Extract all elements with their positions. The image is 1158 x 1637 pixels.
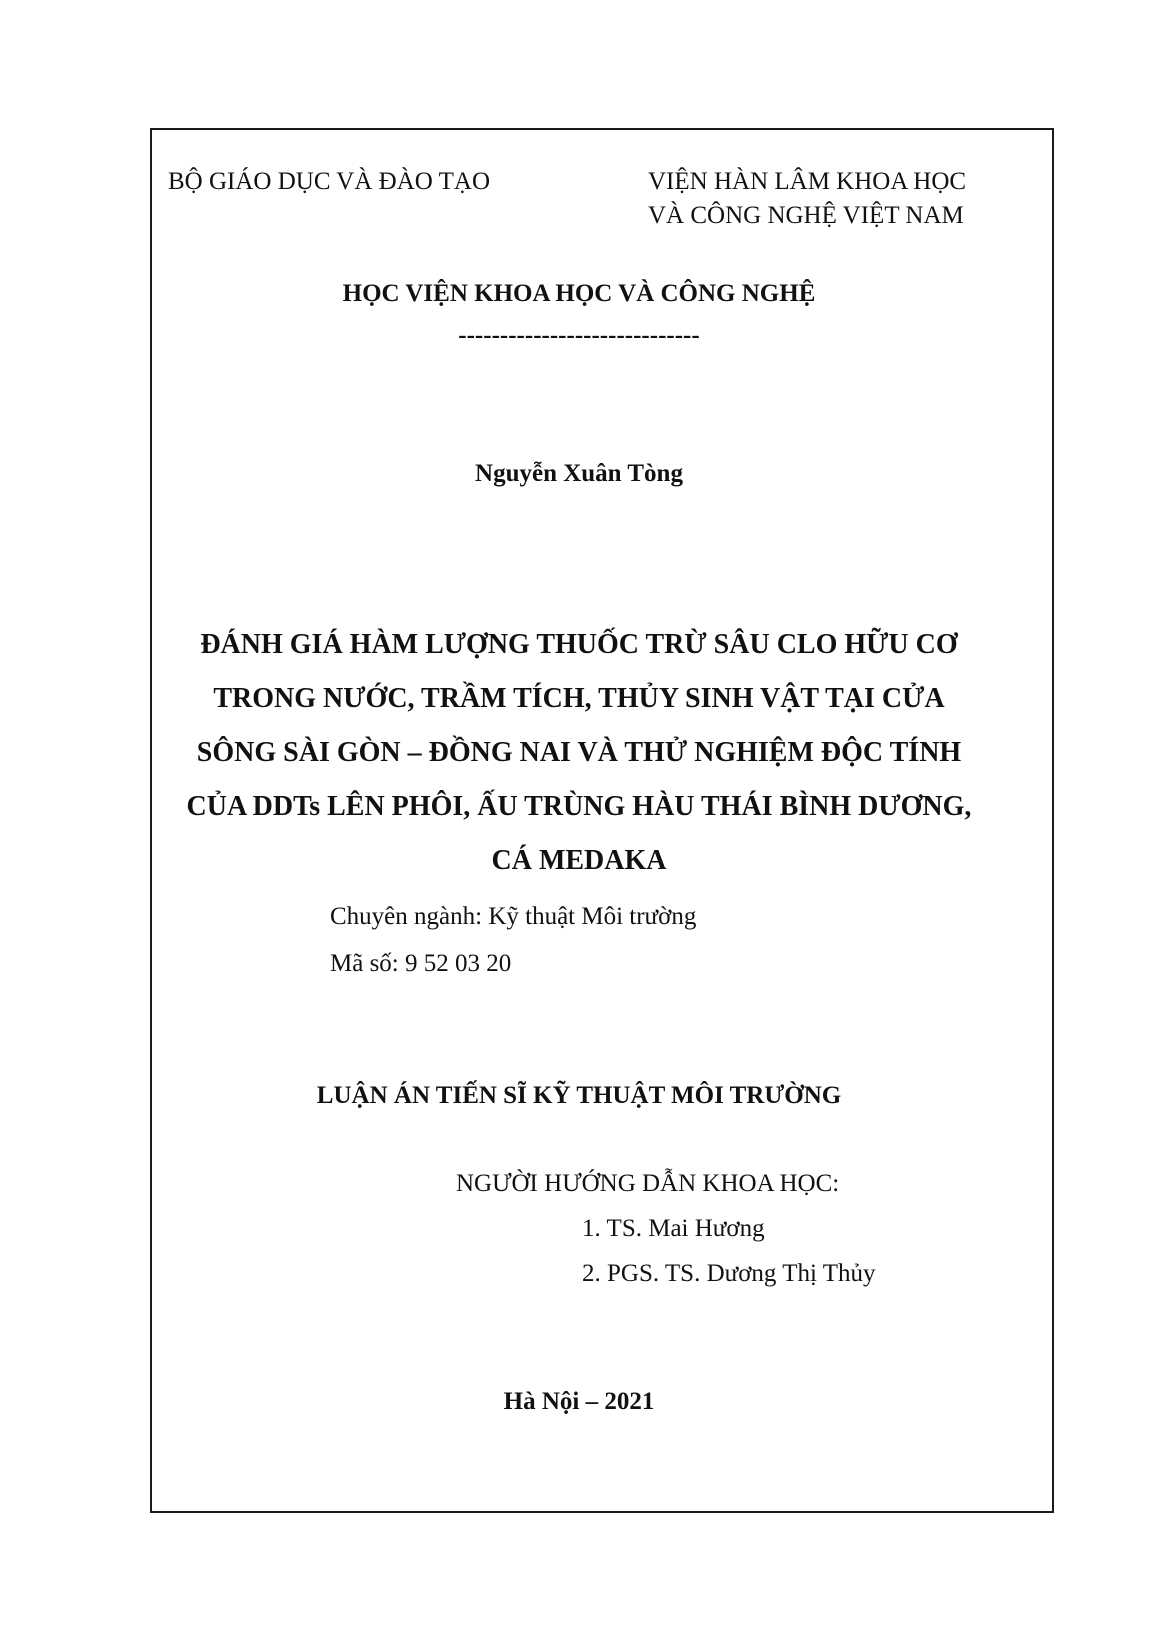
degree-title: LUẬN ÁN TIẾN SĨ KỸ THUẬT MÔI TRƯỜNG [316,1082,842,1109]
thesis-title-line: TRONG NƯỚC, TRẦM TÍCH, THỦY SINH VẬT TẠI CỬA [213,683,945,714]
thesis-title [0,618,1158,888]
institution-name: HỌC VIỆN KHOA HỌC VÀ CÔNG NGHỆ [342,280,816,307]
ministry-name: BỘ GIÁO DỤC VÀ ĐÀO TẠO [168,168,490,195]
specialty-code: Mã số: 9 52 03 20 [330,950,512,977]
academy-name-line1: VIỆN HÀN LÂM KHOA HỌC [648,168,967,195]
advisor-item: 1. TS. Mai Hương [582,1215,765,1242]
separator-line: ----------------------------- [458,322,700,349]
author-name: Nguyễn Xuân Tòng [475,460,683,487]
specialty-major: Chuyên ngành: Kỹ thuật Môi trường [330,903,697,930]
thesis-title-line: CÁ MEDAKA [491,845,667,876]
advisor-item: 2. PGS. TS. Dương Thị Thủy [582,1260,876,1287]
place-year: Hà Nội – 2021 [503,1388,655,1415]
thesis-title-line: SÔNG SÀI GÒN – ĐỒNG NAI VÀ THỬ NGHIỆM ĐỘC TÍNH [196,737,962,768]
thesis-title-line: CỦA DDTs LÊN PHÔI, ẤU TRÙNG HÀU THÁI BÌNH DƯƠNG, [186,791,972,822]
advisors-heading: NGƯỜI HƯỚNG DẪN KHOA HỌC: [456,1170,840,1197]
thesis-title-line: ĐÁNH GIÁ HÀM LƯỢNG THUỐC TRỪ SÂU CLO HỮU CƠ [200,629,958,660]
academy-name-line2: VÀ CÔNG NGHỆ VIỆT NAM [648,202,964,229]
